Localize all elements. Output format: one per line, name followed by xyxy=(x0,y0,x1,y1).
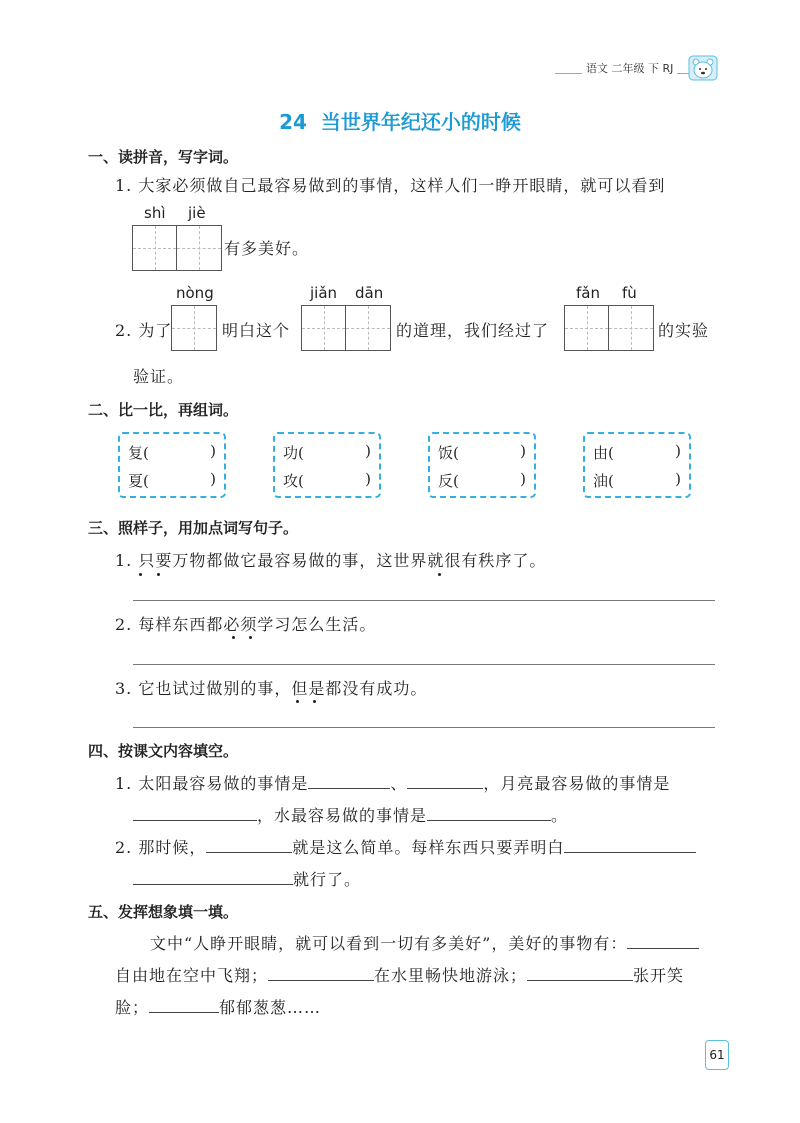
s1-q2-tail: 验证。 xyxy=(133,367,185,386)
s1-q2-after: 的实验 xyxy=(658,321,710,340)
emphasis-dot xyxy=(296,700,299,703)
s4-q2-line1 xyxy=(115,834,696,858)
fill-blank[interactable] xyxy=(268,962,374,981)
s1-q1-char-grid[interactable] xyxy=(132,225,222,271)
s5-part: 自由地在空中飞翔； xyxy=(115,966,269,985)
close-paren: ) xyxy=(210,442,216,460)
fill-blank[interactable] xyxy=(308,770,390,789)
s4-q1-part: ，月亮最容易做的事情是 xyxy=(483,774,671,793)
emphasis-dot xyxy=(157,573,160,576)
s1-q1-pinyin-1: shì xyxy=(144,204,166,222)
s1-q1-after: 有多美好。 xyxy=(224,239,310,258)
char-cell[interactable] xyxy=(346,306,390,350)
bear-mascot-icon xyxy=(688,55,718,81)
s5-part: 脸； xyxy=(115,998,150,1017)
s4-q1-part: ，水最容易做的事情是 xyxy=(257,806,428,825)
char-cell[interactable] xyxy=(302,306,346,350)
lesson-title xyxy=(0,106,800,135)
section1-heading: 一、读拼音，写字词。 xyxy=(88,148,239,166)
compare-char: 复( xyxy=(128,444,149,462)
s1-q2-char-grid-2[interactable] xyxy=(301,305,391,351)
fill-blank[interactable] xyxy=(627,930,699,949)
compare-char: 功( xyxy=(283,444,304,462)
s5-line3 xyxy=(115,994,321,1018)
s1-q2-pinyin-3b: fù xyxy=(622,284,637,302)
compare-char: 攻( xyxy=(283,472,304,490)
s1-q2-pinyin-3a: fǎn xyxy=(576,284,600,302)
char-cell[interactable] xyxy=(177,226,221,270)
compare-char: 夏( xyxy=(128,472,149,490)
s1-q1-pinyin-2: jiè xyxy=(188,204,206,222)
s5-line2 xyxy=(115,962,684,986)
answer-line[interactable] xyxy=(133,727,715,728)
answer-line[interactable] xyxy=(133,600,715,601)
answer-line[interactable] xyxy=(133,664,715,665)
close-paren: ) xyxy=(520,470,526,488)
close-paren: ) xyxy=(675,442,681,460)
emphasis-dot xyxy=(232,636,235,639)
emphasis-dot xyxy=(249,636,252,639)
header-subject: 语文 二年级 下 RJ xyxy=(582,60,677,76)
compare-char: 油( xyxy=(593,472,614,490)
s1-q2-char-grid-3[interactable] xyxy=(564,305,654,351)
s3-item-3: 3. 它也试过做别的事，但是都没有成功。 xyxy=(115,679,428,698)
char-cell[interactable] xyxy=(172,306,216,350)
s4-q1-line1 xyxy=(115,770,670,794)
s1-q2-mid1: 明白这个 xyxy=(222,321,291,340)
s1-q2-pinyin-2a: jiǎn xyxy=(310,284,338,302)
s1-q2-char-grid-1[interactable] xyxy=(171,305,217,351)
close-paren: ) xyxy=(520,442,526,460)
s3-item-2: 2. 每样东西都必须学习怎么生活。 xyxy=(115,615,377,634)
s1-q2-pinyin-1: nòng xyxy=(176,284,214,302)
s4-q1-part: 、 xyxy=(390,774,408,793)
lesson-number: 24 xyxy=(279,110,307,134)
section5-heading: 五、发挥想象填一填。 xyxy=(88,903,239,921)
s5-part: 在水里畅快地游泳； xyxy=(374,966,528,985)
compare-char: 由( xyxy=(593,444,614,462)
s5-part: 文中“人睁开眼睛，就可以看到一切有多美好”，美好的事物有： xyxy=(150,934,628,953)
section4-heading: 四、按课文内容填空。 xyxy=(88,742,239,760)
fill-blank[interactable] xyxy=(133,802,257,821)
section3-heading: 三、照样子，用加点词写句子。 xyxy=(88,519,299,537)
lesson-title-text: 当世界年纪还小的时候 xyxy=(320,110,521,134)
emphasis-dot xyxy=(139,573,142,576)
page-number: 61 xyxy=(705,1040,729,1070)
char-cell[interactable] xyxy=(565,306,609,350)
s5-line1 xyxy=(150,930,699,954)
s4-q2-part: 2. 那时候， xyxy=(115,838,207,857)
compare-box-3 xyxy=(428,432,536,498)
s5-part: 张开笑 xyxy=(633,966,685,985)
fill-blank[interactable] xyxy=(564,834,696,853)
s1-q2-mid2: 的道理，我们经过了 xyxy=(396,321,550,340)
fill-blank[interactable] xyxy=(149,994,219,1013)
s3-item-1: 1. 只要万物都做它最容易做的事，这世界就很有秩序了。 xyxy=(115,551,547,570)
fill-blank[interactable] xyxy=(407,770,483,789)
section2-heading: 二、比一比，再组词。 xyxy=(88,401,239,419)
s4-q2-line2 xyxy=(133,866,361,890)
compare-char: 反( xyxy=(438,472,459,490)
close-paren: ) xyxy=(365,442,371,460)
s4-q1-part: 。 xyxy=(551,806,569,825)
close-paren: ) xyxy=(210,470,216,488)
fill-blank[interactable] xyxy=(427,802,551,821)
compare-char: 饭( xyxy=(438,444,459,462)
s1-q1-text: 1. 大家必须做自己最容易做到的事情，这样人们一睁开眼睛，就可以看到 xyxy=(115,176,666,195)
compare-box-4 xyxy=(583,432,691,498)
close-paren: ) xyxy=(675,470,681,488)
s4-q1-line2 xyxy=(133,802,568,826)
compare-box-1 xyxy=(118,432,226,498)
emphasis-dot xyxy=(313,700,316,703)
char-cell[interactable] xyxy=(133,226,177,270)
fill-blank[interactable] xyxy=(527,962,633,981)
s1-q2-pinyin-2b: dān xyxy=(355,284,384,302)
emphasis-dot xyxy=(438,573,441,576)
s5-part: 郁郁葱葱…… xyxy=(219,998,322,1017)
s4-q2-part: 就行了。 xyxy=(293,870,362,889)
s1-q2-prefix: 2. 为了 xyxy=(115,321,173,340)
fill-blank[interactable] xyxy=(206,834,292,853)
close-paren: ) xyxy=(365,470,371,488)
char-cell[interactable] xyxy=(609,306,653,350)
s4-q2-part: 就是这么简单。每样东西只要弄明白 xyxy=(292,838,565,857)
fill-blank[interactable] xyxy=(133,866,293,885)
s4-q1-part: 1. 太阳最容易做的事情是 xyxy=(115,774,309,793)
compare-box-2 xyxy=(273,432,381,498)
